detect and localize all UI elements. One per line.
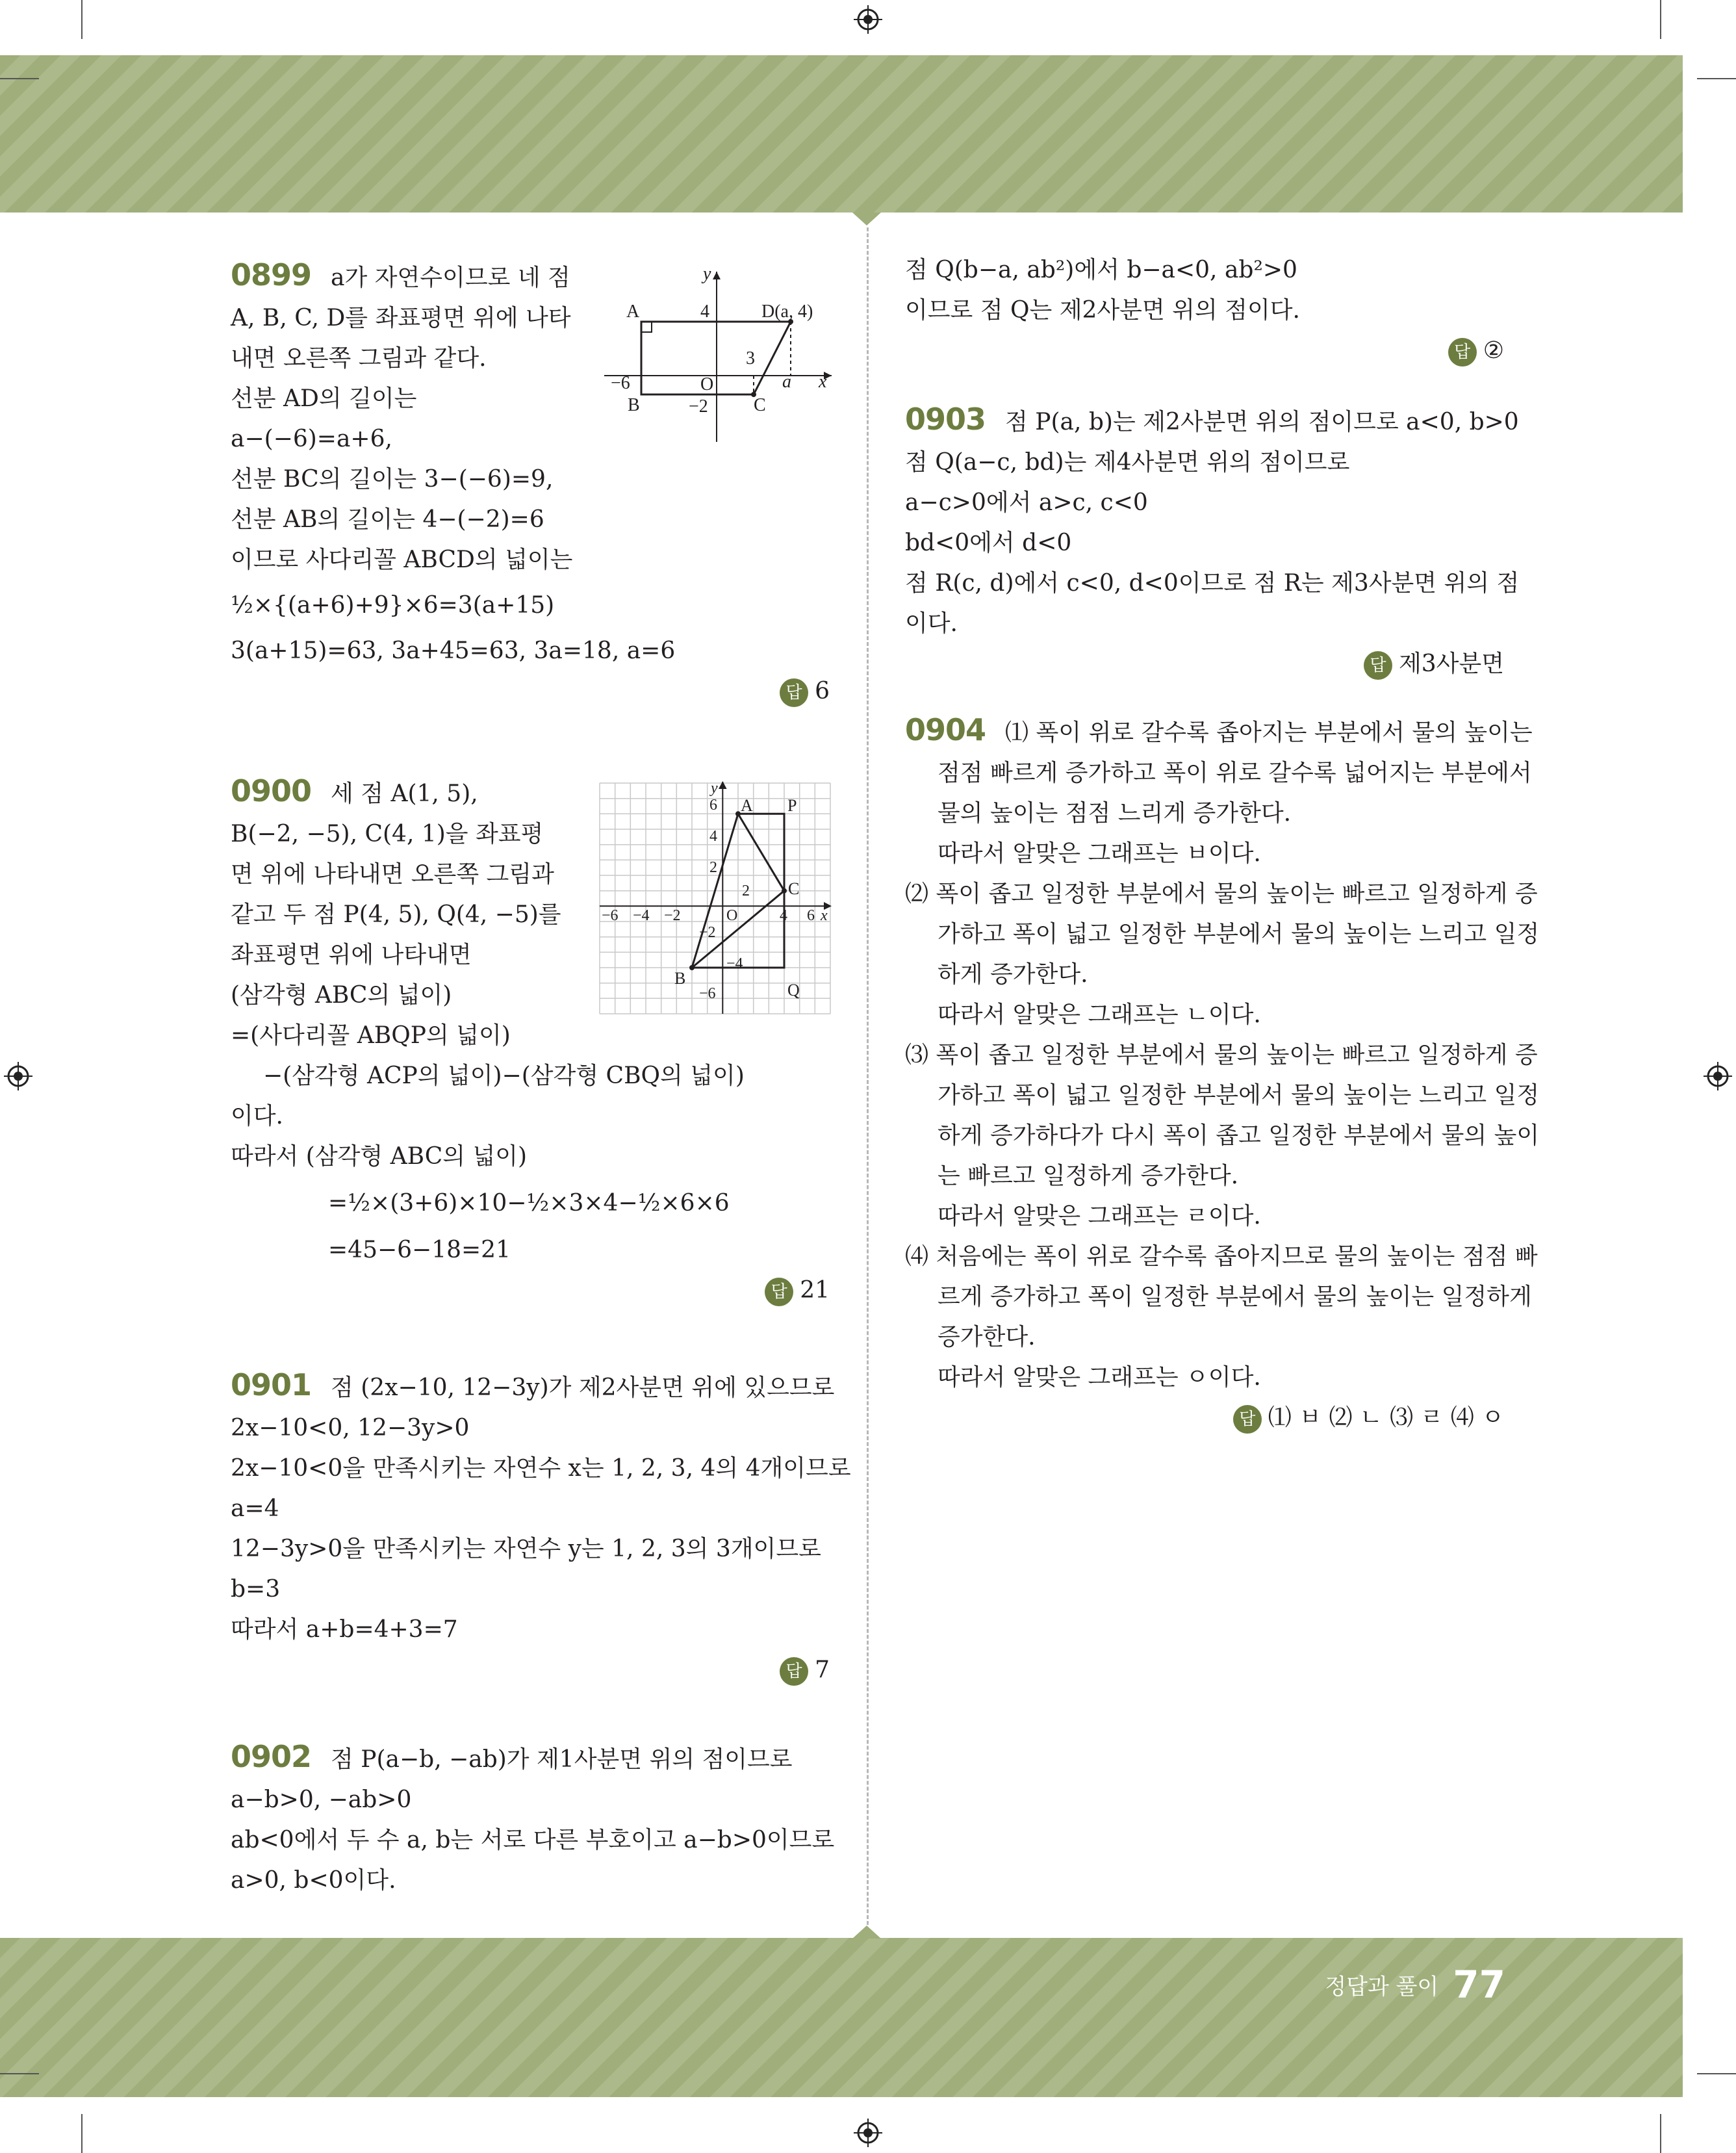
svg-text:4: 4 — [709, 828, 717, 845]
svg-text:6: 6 — [807, 907, 815, 924]
svg-text:−2: −2 — [699, 924, 716, 941]
svg-text:C: C — [754, 395, 766, 415]
problem-0902: 0902 점 P(a−b, −ab)가 제1사분면 위의 점이므로 a−b>0, −ab>0 ab<0에서 두 수 a, b는 서로 다른 부호이고 a−b>0이므로 a>0, b<0이다. — [231, 1739, 835, 1894]
answer-0904: 답 ⑴ ㅂ ⑵ ㄴ ⑶ ㄹ ⑷ ㅇ — [905, 1398, 1504, 1438]
problem-0903: 0903 점 P(a, b)는 제2사분면 위의 점이므로 a<0, b>0 점 Q(a−c, bd)는 제4사분면 위의 점이므로 a−c>0에서 a>c, c<0 bd<0에서 d<0 점 R(c, d)에서 c<0, d<0이므로 점 R는 제3사분면 위의 점 이다. 답 제3사분면 — [905, 399, 1504, 684]
svg-text:2: 2 — [742, 883, 750, 899]
problem-number: 0900 — [231, 773, 312, 808]
svg-text:6: 6 — [709, 797, 717, 814]
crop-mark — [81, 2114, 83, 2153]
svg-text:A: A — [626, 302, 640, 322]
problem-0900: 0900 세 점 A(1, 5), B(−2, −5), C(4, 1)을 좌표평 면 위에 나타내면 오른쪽 그림과 같고 두 점 P(4, 5), Q(4, −5)를 좌표평면 위에 나타내면 (삼각형 ABC의 넓이) =(사다리꼴 ABQP의 넓이) −(삼각형 ACP의 넓이)−(삼각형 CBQ의 넓이) 이다. 따라서 (삼각형 ABC의 넓이) =½×(3+6)×10−½×3×4−½×6×6 =45−6−18=21 답 21 — [231, 771, 841, 1311]
problem-0904: 0904 ⑴ 폭이 위로 갈수록 좁아지는 부분에서 물의 높이는 점점 빠르게 증가하고 폭이 위로 갈수록 넓어지는 부분에서 물의 높이는 점점 느리게 증가한다. 따라서 알맞은 그래프는 ㅂ이다. ⑵ 폭이 좁고 일정한 부분에서 물의 높이는 빠르고 일정하게 증 가하고 폭이 넓고 일정한 부분에서 물의 높이는 느리고 일정 하게 증가한다. 따라서 알맞은 그래프는 ㄴ이다. ⑶ 폭이 좁고 일정한 부분에서 물의 높이는 빠르고 일정하게 증 가하고 폭이 넓고 일정한 부분에서 물의 높이는 느리고 일정 하게 증가하다가 다시 폭이 좁고 일정한 부분에서 물의 높이 는 빠르고 일정하게 증가한다. 따라서 알맞은 그래프는 ㄹ이다. ⑷ 처음에는 폭이 위로 갈수록 좁아지므로 물의 높이는 점점 빠 르게 증가하고 폭이 일정한 부분에서 물의 높이는 일정하게 증가한다. 따라서 알맞은 그래프는 ㅇ이다. 답 ⑴ ㅂ ⑵ ㄴ ⑶ ㄹ ⑷ ㅇ — [905, 710, 1504, 1438]
answer-badge: 답 — [1364, 651, 1392, 680]
problem-number: 0902 — [231, 1739, 312, 1774]
svg-text:D(a, 4): D(a, 4) — [761, 302, 813, 322]
svg-text:4: 4 — [700, 302, 709, 322]
svg-text:O: O — [726, 907, 738, 924]
answer-badge: 답 — [1233, 1405, 1262, 1434]
problem-number: 0903 — [905, 402, 986, 437]
answer-0901: 답 7 — [231, 1650, 830, 1690]
answer-0902: 답 ② — [905, 331, 1504, 371]
crop-mark — [1697, 78, 1736, 79]
footer-text: 정답과 풀이 — [1325, 1974, 1439, 2000]
registration-mark-icon — [4, 1062, 32, 1090]
svg-text:−6: −6 — [699, 985, 716, 1002]
svg-text:y: y — [703, 264, 711, 284]
svg-text:B: B — [674, 969, 686, 988]
registration-mark-icon — [1704, 1062, 1732, 1090]
svg-text:O: O — [700, 374, 714, 394]
answer-badge: 답 — [780, 1657, 808, 1686]
crop-mark — [0, 78, 39, 79]
crop-mark — [1660, 2114, 1661, 2153]
answer-0900: 답 21 — [231, 1270, 830, 1311]
svg-text:A: A — [741, 796, 753, 815]
svg-text:−2: −2 — [664, 907, 681, 924]
answer-0903: 답 제3사분면 — [905, 644, 1504, 684]
svg-text:B: B — [628, 395, 640, 415]
svg-text:x: x — [821, 907, 828, 924]
crop-mark — [1697, 2073, 1736, 2074]
crop-mark — [0, 2073, 39, 2074]
crop-mark — [81, 0, 83, 39]
svg-text:4: 4 — [780, 907, 787, 924]
svg-text:−4: −4 — [726, 955, 743, 972]
problem-0901: 0901 점 (2x−10, 12−3y)가 제2사분면 위에 있으므로 2x−10<0, 12−3y>0 2x−10<0을 만족시키는 자연수 x는 1, 2, 3, 4의 4개이므로 a=4 12−3y>0을 만족시키는 자연수 y는 1, 2, 3의 3개이므로 b=3 따라서 a+b=4+3=7 답 7 — [231, 1365, 841, 1690]
crop-mark — [1660, 0, 1661, 39]
svg-text:a: a — [782, 372, 791, 392]
svg-text:x: x — [819, 372, 827, 392]
svg-text:−6: −6 — [611, 373, 630, 393]
page-footer — [1325, 1963, 1505, 2007]
problem-number: 0904 — [905, 712, 986, 747]
registration-mark-icon — [854, 5, 882, 34]
answer-badge: 답 — [1448, 338, 1477, 367]
figure-0900 — [596, 780, 834, 1017]
svg-text:−6: −6 — [602, 907, 619, 924]
svg-text:2: 2 — [709, 859, 717, 876]
problem-number: 0899 — [231, 257, 312, 292]
header-band — [0, 55, 1683, 213]
svg-text:3: 3 — [746, 348, 755, 368]
footer-notch — [852, 1926, 881, 1939]
svg-text:y: y — [711, 780, 718, 797]
problem-number: 0901 — [231, 1367, 312, 1402]
problem-0902-continued: 점 Q(b−a, ab²)에서 b−a<0, ab²>0 이므로 점 Q는 제2사분면 위의 점이다. 답 ② — [905, 250, 1504, 371]
svg-text:−4: −4 — [633, 907, 650, 924]
registration-mark-icon — [854, 2119, 882, 2147]
answer-0899: 답 6 — [231, 671, 830, 712]
answer-badge: 답 — [765, 1278, 793, 1306]
figure-0899 — [598, 260, 845, 455]
answer-badge: 답 — [780, 678, 808, 707]
page-number: 77 — [1453, 1963, 1505, 2007]
header-notch — [852, 213, 881, 226]
svg-text:P: P — [787, 796, 797, 815]
footer-band — [0, 1938, 1683, 2097]
column-divider — [867, 227, 869, 1925]
svg-text:C: C — [788, 879, 800, 898]
svg-text:−2: −2 — [689, 396, 708, 417]
problem-0899: 0899 a가 자연수이므로 네 점 A, B, C, D를 좌표평면 위에 나타 내면 오른쪽 그림과 같다. 선분 AD의 길이는 a−(−6)=a+6, 선분 BC의 길이는 3−(−6)=9, 선분 AB의 길이는 4−(−2)=6 이므로 사다리꼴 ABCD의 넓이는 ½×{(a+6)+9}×6=3(a+15) 3(a+15)=63, 3a+45=63, 3a=18, a=6 답 6 — [231, 255, 568, 712]
svg-text:Q: Q — [787, 981, 800, 999]
